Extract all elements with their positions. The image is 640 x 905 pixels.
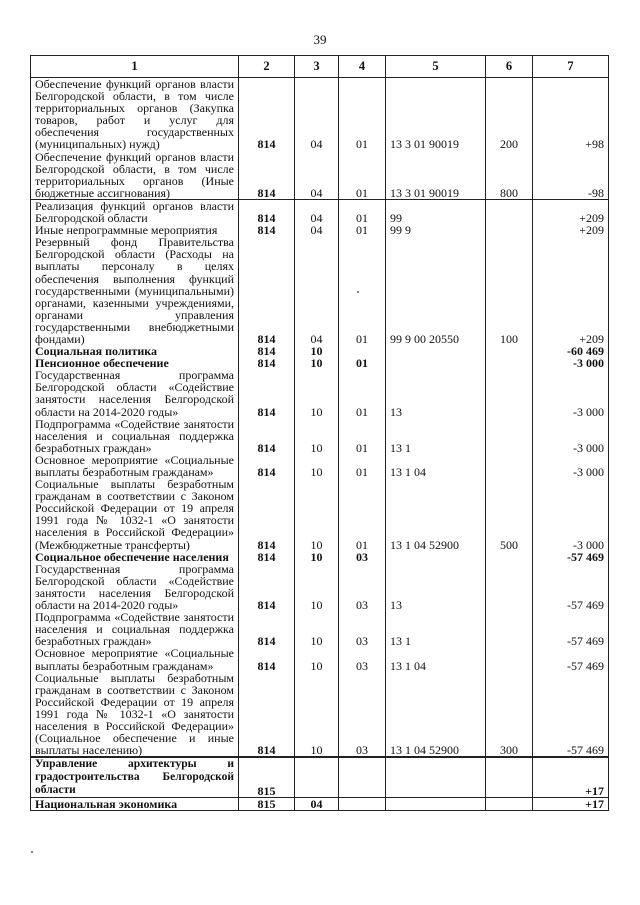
row-description: Социальное обеспечение населения <box>31 551 239 563</box>
table-row <box>31 78 609 151</box>
section-code: 10 <box>295 611 339 647</box>
admin-code: 814 <box>239 236 295 345</box>
row-description: Основное мероприятие «Социальные выплаты безработным гражданам» <box>31 647 239 671</box>
subsection-code <box>339 757 386 798</box>
section-code: 04 <box>295 236 339 345</box>
expense-type-code: 200 <box>486 78 533 151</box>
section-code: 10 <box>295 672 339 758</box>
subsection-code: 01 <box>339 418 386 454</box>
subsection-code: 03 <box>339 647 386 671</box>
subsection-code: 01 <box>339 236 386 345</box>
target-article-code <box>386 757 486 798</box>
target-article-code: 99 9 00 20550 <box>386 236 486 345</box>
expense-type-code <box>486 551 533 563</box>
amount: -57 469 <box>533 647 609 671</box>
row-description: Обеспечение функций органов власти Белгородской области, в том числе территориальных органов (Закупка товаров, работ и услуг для обеспечения государственных (муниципальных) нужд) <box>31 78 239 151</box>
table-row <box>31 418 609 454</box>
admin-code: 814 <box>239 357 295 369</box>
table-row <box>31 551 609 563</box>
row-description: Основное мероприятие «Социальные выплаты безработным гражданам» <box>31 454 239 478</box>
amount: -3 000 <box>533 357 609 369</box>
column-header: 6 <box>486 56 533 78</box>
section-code: 04 <box>295 151 339 200</box>
table-row <box>31 611 609 647</box>
subsection-code: 03 <box>339 551 386 563</box>
target-article-code: 13 3 01 90019 <box>386 151 486 200</box>
expense-type-code <box>486 369 533 417</box>
admin-code: 814 <box>239 611 295 647</box>
column-header: 5 <box>386 56 486 78</box>
table-row <box>31 236 609 345</box>
target-article-code: 13 <box>386 369 486 417</box>
admin-code: 814 <box>239 551 295 563</box>
table-row <box>31 757 609 798</box>
budget-table <box>30 55 609 811</box>
amount: -57 469 <box>533 563 609 611</box>
section-code: 10 <box>295 369 339 417</box>
subsection-code: 01 <box>339 478 386 551</box>
section-code: 10 <box>295 478 339 551</box>
section-code: 10 <box>295 647 339 671</box>
row-description: Пенсионное обеспечение <box>31 357 239 369</box>
expense-type-code <box>486 418 533 454</box>
expense-type-code: 500 <box>486 478 533 551</box>
admin-code: 814 <box>239 563 295 611</box>
row-description: Социальные выплаты безработным гражданам в соответствии с Законом Российской Федерации от 19 апреля 1991 года № 1032-1 «О занятости населения в Российской Федерации» (Социальное обеспечение и иные выплаты населению) <box>31 672 239 758</box>
row-description: Социальные выплаты безработным гражданам в соответствии с Законом Российской Федерации от 19 апреля 1991 года № 1032-1 «О занятости населения в Российской Федерации» (Межбюджетные трансферты) <box>31 478 239 551</box>
target-article-code: 99 <box>386 199 486 224</box>
column-header: 3 <box>295 56 339 78</box>
page-number: 39 <box>313 32 327 47</box>
target-article-code: 13 1 04 <box>386 647 486 671</box>
column-header: 2 <box>239 56 295 78</box>
expense-type-code <box>486 454 533 478</box>
expense-type-code <box>486 199 533 224</box>
admin-code: 814 <box>239 78 295 151</box>
admin-code: 815 <box>239 798 295 811</box>
section-code: 10 <box>295 551 339 563</box>
expense-type-code <box>486 757 533 798</box>
amount: -60 469 <box>533 345 609 357</box>
subsection-code: 03 <box>339 563 386 611</box>
target-article-code: 13 1 04 <box>386 454 486 478</box>
admin-code: 814 <box>239 478 295 551</box>
amount: +98 <box>533 78 609 151</box>
column-header: 1 <box>31 56 239 78</box>
subsection-code: 03 <box>339 611 386 647</box>
section-code: 10 <box>295 454 339 478</box>
expense-type-code <box>486 611 533 647</box>
section-code: 04 <box>295 224 339 236</box>
expense-type-code <box>486 647 533 671</box>
admin-code: 814 <box>239 151 295 200</box>
target-article-code <box>386 345 486 357</box>
target-article-code <box>386 551 486 563</box>
amount: +17 <box>533 757 609 798</box>
amount: +209 <box>533 236 609 345</box>
target-article-code: 99 9 <box>386 224 486 236</box>
expense-type-code <box>486 224 533 236</box>
header-row <box>31 56 609 78</box>
row-description: Обеспечение функций органов власти Белгородской области, в том числе территориальных органов (Иные бюджетные ассигнования) <box>31 151 239 200</box>
admin-code: 814 <box>239 369 295 417</box>
row-description: Социальная политика <box>31 345 239 357</box>
amount: -3 000 <box>533 454 609 478</box>
amount: -57 469 <box>533 611 609 647</box>
subsection-code: 01 <box>339 357 386 369</box>
section-code: 10 <box>295 563 339 611</box>
row-description: Реализация функций органов власти Белгородской области <box>31 199 239 224</box>
target-article-code <box>386 798 486 811</box>
scan-speck <box>357 291 359 293</box>
expense-type-code <box>486 563 533 611</box>
target-article-code: 13 1 04 52900 <box>386 478 486 551</box>
section-code: 04 <box>295 798 339 811</box>
amount: -57 469 <box>533 672 609 758</box>
table-row <box>31 151 609 200</box>
amount: -3 000 <box>533 478 609 551</box>
table-row <box>31 478 609 551</box>
column-header: 4 <box>339 56 386 78</box>
admin-code: 814 <box>239 418 295 454</box>
subsection-code: 03 <box>339 672 386 758</box>
row-description: Подпрограмма «Содействие занятости населения и социальная поддержка безработных граждан» <box>31 418 239 454</box>
row-description: Государственная программа Белгородской области «Содействие занятости населения Белгородской области на 2014-2020 годы» <box>31 563 239 611</box>
table-row <box>31 563 609 611</box>
subsection-code: 01 <box>339 199 386 224</box>
expense-type-code: 300 <box>486 672 533 758</box>
amount: -3 000 <box>533 418 609 454</box>
table-row <box>31 672 609 758</box>
section-code <box>295 757 339 798</box>
amount: +209 <box>533 224 609 236</box>
row-description: Подпрограмма «Содействие занятости населения и социальная поддержка безработных граждан» <box>31 611 239 647</box>
admin-code: 814 <box>239 224 295 236</box>
admin-code: 814 <box>239 454 295 478</box>
target-article-code: 13 1 04 52900 <box>386 672 486 758</box>
admin-code: 814 <box>239 672 295 758</box>
amount: -3 000 <box>533 369 609 417</box>
subsection-code: 01 <box>339 224 386 236</box>
expense-type-code <box>486 798 533 811</box>
section-code: 04 <box>295 78 339 151</box>
admin-code: 814 <box>239 345 295 357</box>
subsection-code: 01 <box>339 151 386 200</box>
column-header: 7 <box>533 56 609 78</box>
admin-code: 814 <box>239 647 295 671</box>
expense-type-code: 100 <box>486 236 533 345</box>
row-description: Национальная экономика <box>31 798 239 811</box>
target-article-code <box>386 357 486 369</box>
admin-code: 815 <box>239 757 295 798</box>
target-article-code: 13 <box>386 563 486 611</box>
subsection-code <box>339 798 386 811</box>
amount: +209 <box>533 199 609 224</box>
section-code: 04 <box>295 199 339 224</box>
section-code: 10 <box>295 357 339 369</box>
row-description: Резервный фонд Правительства Белгородской области (Расходы на выплаты персоналу в целях обеспечения выполнения функций государственными (муниципальными) органами, казенными учреждениями, органами управления государственными внебюджетными фондами) <box>31 236 239 345</box>
amount: -57 469 <box>533 551 609 563</box>
section-code: 10 <box>295 418 339 454</box>
target-article-code: 13 3 01 90019 <box>386 78 486 151</box>
row-description: Управление архитектуры и градостроительства Белгородской области <box>31 757 239 798</box>
expense-type-code <box>486 357 533 369</box>
section-code: 10 <box>295 345 339 357</box>
table-row <box>31 798 609 811</box>
subsection-code: 01 <box>339 454 386 478</box>
table-row <box>31 647 609 671</box>
row-description: Иные непрограммные мероприятия <box>31 224 239 236</box>
table-row <box>31 454 609 478</box>
row-description: Государственная программа Белгородской области «Содействие занятости населения Белгородской области на 2014-2020 годы» <box>31 369 239 417</box>
subsection-code: 01 <box>339 78 386 151</box>
expense-type-code <box>486 345 533 357</box>
subsection-code: 01 <box>339 369 386 417</box>
target-article-code: 13 1 <box>386 611 486 647</box>
expense-type-code: 800 <box>486 151 533 200</box>
table-row <box>31 369 609 417</box>
amount: +17 <box>533 798 609 811</box>
scan-speck <box>31 851 33 853</box>
amount: -98 <box>533 151 609 200</box>
table-row <box>31 199 609 224</box>
target-article-code: 13 1 <box>386 418 486 454</box>
admin-code: 814 <box>239 199 295 224</box>
